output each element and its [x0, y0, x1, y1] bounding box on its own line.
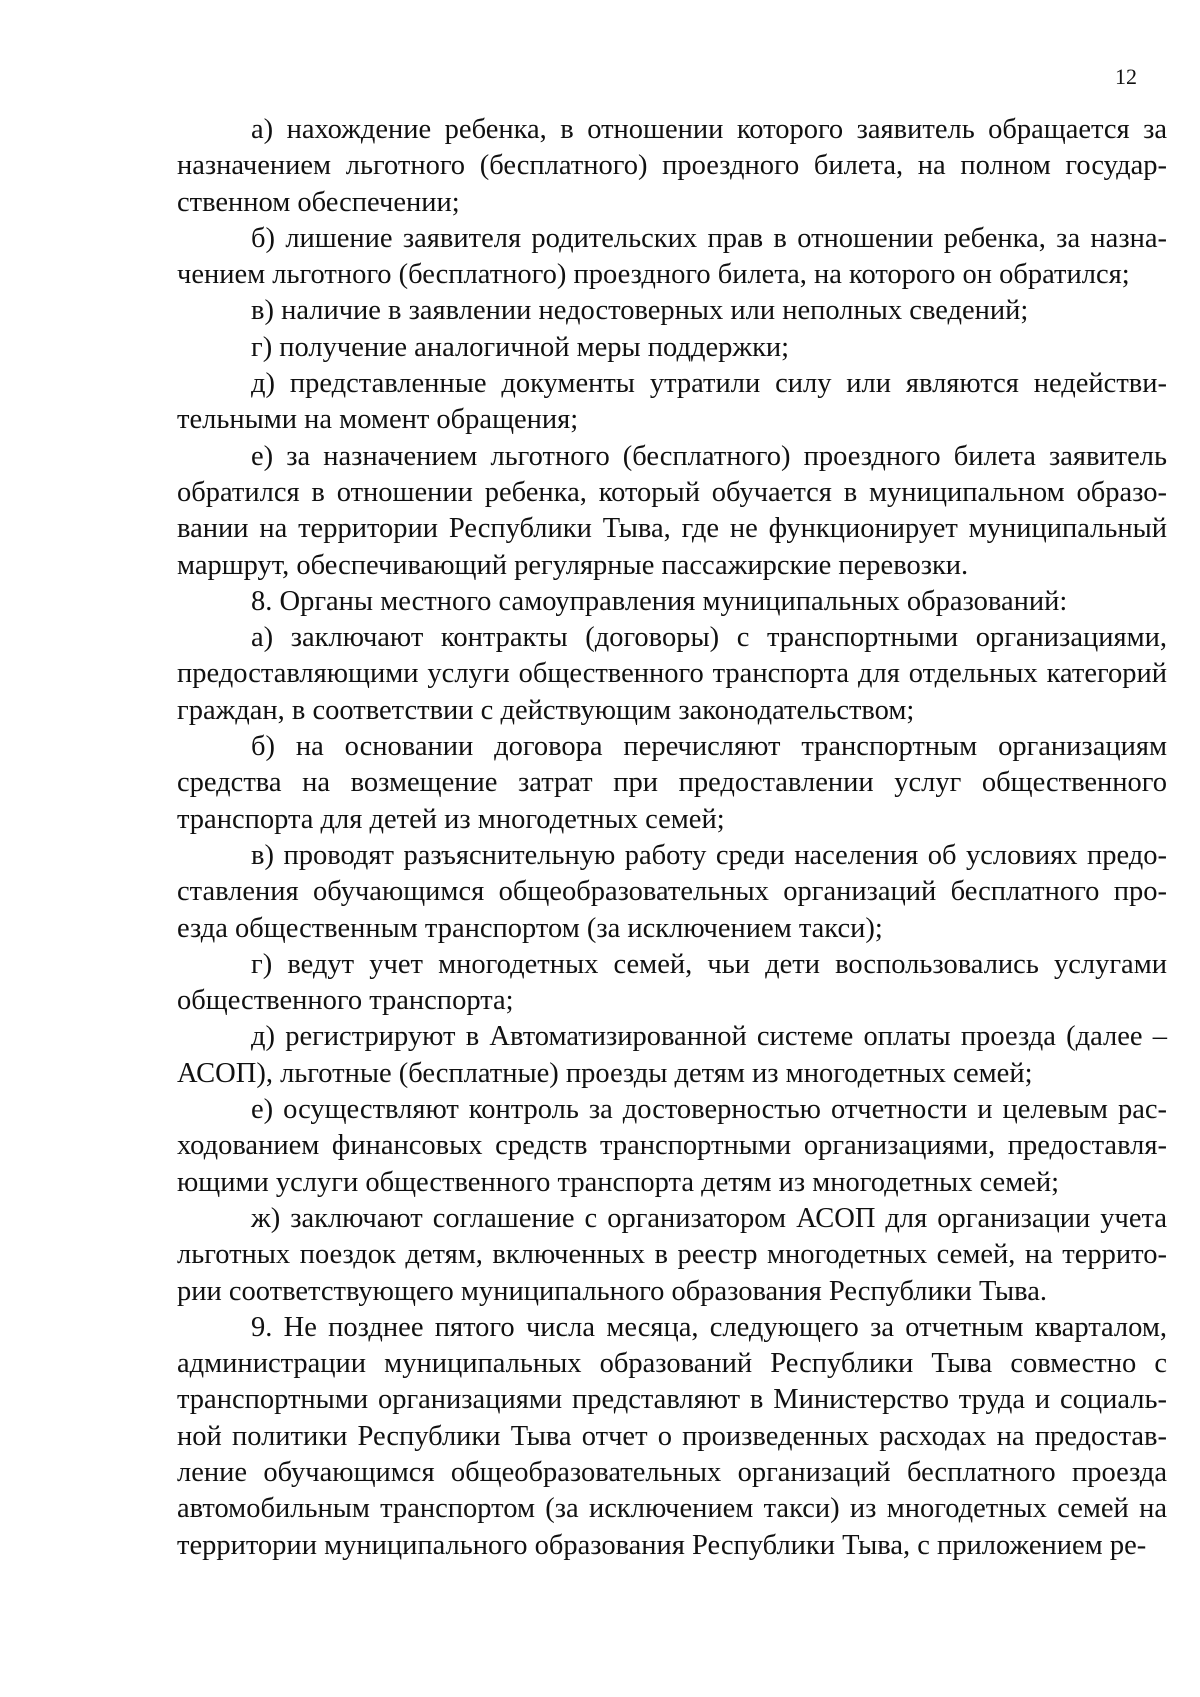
- paragraph-8e: е) осуществляют контроль за достоверностью отчетности и целевым расходованием финансовых средств транспортными организациями, предоставляющими услуги общественного транспорта детям из многодетных семей;: [177, 1094, 1167, 1198]
- paragraph-8g: г) ведут учет многодетных семей, чьи дети воспользовались услугами общественного транспорта;: [177, 948, 1167, 1017]
- paragraph-exclusion-a: а) нахождение ребенка, в отношении которого заявитель обращается за назначением льготного (бесплатного) проездного билета, на полном государственном обеспечении;: [177, 114, 1167, 218]
- paragraph-8a: а) заключают контракты (договоры) с транспортными организациями, предоставляющими услуги общественного транспорта для отдельных категорий граждан, в соответствии с действующим законодательством;: [177, 622, 1167, 726]
- page-number: 12: [1115, 64, 1137, 89]
- paragraph-exclusion-v: в) наличие в заявлении недостоверных или неполных сведений;: [251, 295, 1029, 327]
- paragraph-exclusion-g: г) получение аналогичной меры поддержки;: [251, 331, 790, 363]
- section-8-heading: 8. Органы местного самоуправления муниципальных образований:: [251, 585, 1068, 617]
- paragraph-8b: б) на основании договора перечисляют транспортным организациям средства на возмещение затрат при предоставлении услуг общественного транспорта для детей из многодетных семей;: [177, 731, 1167, 835]
- paragraph-exclusion-d: д) представленные документы утратили силу или являются недействительными на момент обращения;: [177, 368, 1167, 436]
- paragraph-8v: в) проводят разъяснительную работу среди населения об условиях предоставления обучающимся общеобразовательных организаций бесплатного проезда общественным транспортом (за исключением такси);: [177, 839, 1167, 944]
- paragraph-exclusion-b: б) лишение заявителя родительских прав в отношении ребенка, за назначением льготного (бесплатного) проездного билета, на которого он обратился;: [177, 222, 1167, 291]
- paragraph-exclusion-e: е) за назначением льготного (бесплатного) проездного билета заявитель обратился в отношении ребенка, который обучается в муниципальном образовании на территории Республики Тыва, где не функционирует муниципальный маршрут, обеспечивающий регулярные пассажирские перевозки.: [177, 440, 1167, 581]
- paragraph-8d: д) регистрируют в Автоматизированной системе оплаты проезда (далее – АСОП), льготные (бесплатные) проезды детям из многодетных семей;: [177, 1021, 1167, 1089]
- section-9-paragraph: 9. Не позднее пятого числа месяца, следующего за отчетным кварталом, администрации муниципальных образований Республики Тыва совместно с транспортными организациями представляют в Министерство труда и социальной политики Республики Тыва отчет о произведенных расходах на предоставление обучающимся общеобразовательных организаций бесплатного проезда автомобильным транспортом (за исключением такси) из многодетных семей на территории муниципального образования Республики Тыва, с приложением ре-: [177, 1311, 1167, 1561]
- paragraph-8zh: ж) заключают соглашение с организатором АСОП для организации учета льготных поездок детям, включенных в реестр многодетных семей, на территории соответствующего муниципального образования Республики Тыва.: [177, 1202, 1167, 1307]
- document-body: [177, 112, 1167, 1564]
